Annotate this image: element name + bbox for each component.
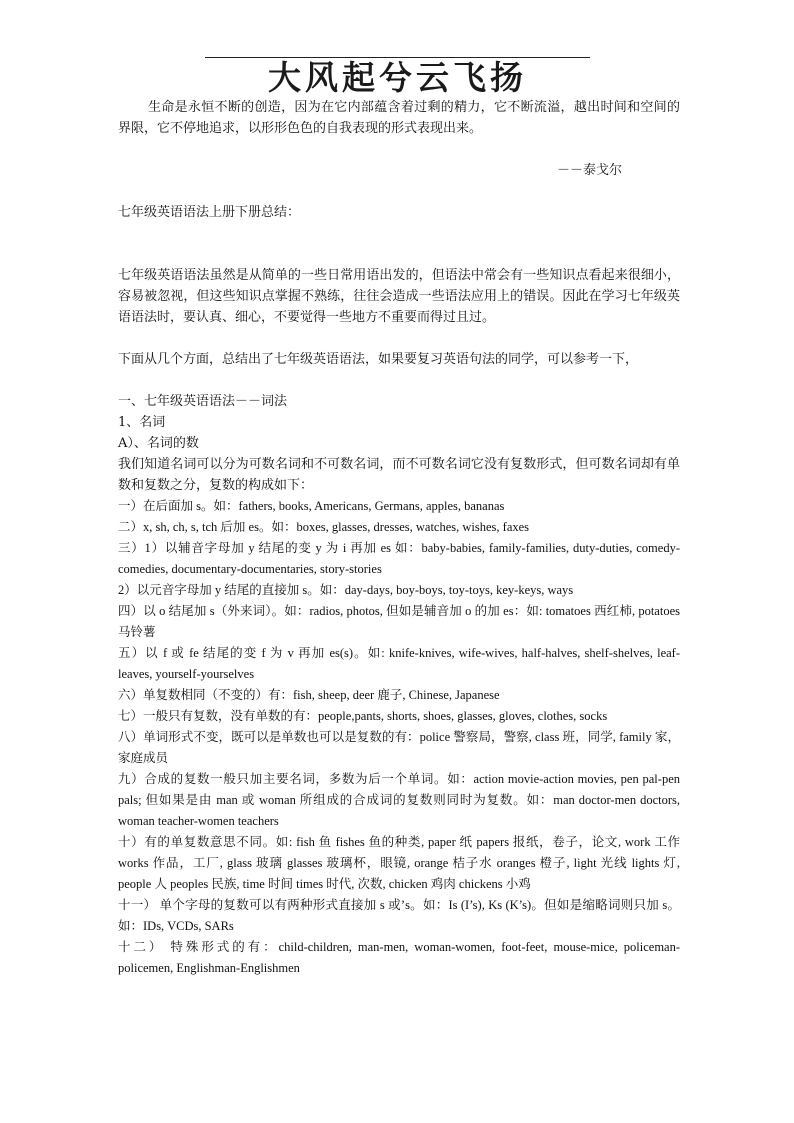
- quote-author: －－泰戈尔: [556, 163, 622, 178]
- document-body: [118, 97, 680, 979]
- text-line: 九）合成的复数一般只加主要名词，多数为后一个单词。如：action movie-action movies, pen pal-pen pals; 但如果是由 man 或 woman 所组成的合成词的复数则同时为复数。如：man doctor-men doctors, woman teacher-women teachers: [118, 772, 680, 828]
- text-line: 三）1）以辅音字母加 y 结尾的变 y 为 i 再加 es 如：baby-babies, family-families, duty-duties, comedy-comedies, documentary-documentaries, story-stories: [118, 541, 680, 576]
- text-line: 十）有的单复数意思不同。如: fish 鱼 fishes 鱼的种类, paper 纸 papers 报纸，卷子，论文, work 工作 works 作品，工厂, glass 玻璃 glasses 玻璃杯，眼镜, orange 桔子水 oranges 橙子, light 光线 lights 灯, people 人 peoples 民族, time 时间 times 时代, 次数, chicken 鸡肉 chickens 小鸡: [118, 835, 680, 891]
- text-line: 五）以 f 或 fe 结尾的变 f 为 v 再加 es(s)。如: knife-knives, wife-wives, half-halves, shelf-shelves, leaf-leaves, yourself-yourselves: [118, 646, 680, 681]
- text-line: 十一） 单个字母的复数可以有两种形式直接加 s 或’s。如：Is (I’s), Ks (K’s)。但如是缩略词则只加 s。如：IDs, VCDs, SARs: [118, 898, 680, 933]
- header-banner: 大风起兮云飞扬: [268, 58, 527, 97]
- text-line: 我们知道名词可以分为可数名词和不可数名词，而不可数名词它没有复数形式，但可数名词却有单数和复数之分，复数的构成如下：: [118, 457, 680, 493]
- text-line: 十二） 特殊形式的有：child-children, man-men, woman-women, foot-feet, mouse-mice, policeman-policemen, Englishman-Englishmen: [118, 940, 680, 975]
- text-line: 四）以 o 结尾加 s（外来词）。如：radios, photos, 但如是辅音加 o 的加 es：如: tomatoes 西红柿, potatoes 马铃薯: [118, 604, 680, 639]
- text-line: 二）x, sh, ch, s, tch 后加 es。如：boxes, glasses, dresses, watches, wishes, faxes: [118, 520, 530, 534]
- subsubsection-heading: A）、名词的数: [118, 436, 199, 451]
- doc-title: 七年级英语语法上册下册总结：: [118, 205, 301, 220]
- text-line: 六）单复数相同（不变的）有：fish, sheep, deer 鹿子, Chinese, Japanese: [118, 688, 500, 702]
- text-line: 八）单词形式不变，既可以是单数也可以是复数的有：police 警察局，警察, class 班，同学, family 家，家庭成员: [118, 730, 680, 765]
- text-line: 一）在后面加 s。如：fathers, books, Americans, Germans, apples, bananas: [118, 499, 505, 513]
- text-line: 七）一般只有复数，没有单数的有：people,pants, shorts, shoes, glasses, gloves, clothes, socks: [118, 709, 608, 723]
- intro-paragraph: 七年级英语语法虽然是从简单的一些日常用语出发的，但语法中常会有一些知识点看起来很细小，容易被忽视，但这些知识点掌握不熟练，往往会造成一些语法应用上的错误。因此在学习七年级英语语法时，要认真、细心，不要觉得一些地方不重要而得过且过。: [118, 268, 680, 325]
- subsection-heading: 1、名词: [118, 415, 166, 430]
- lead-paragraph: 下面从几个方面，总结出了七年级英语语法，如果要复习英语句法的同学，可以参考一下，: [118, 352, 639, 367]
- section-heading: 一、七年级英语语法－－词法: [118, 394, 288, 409]
- text-line: 2）以元音字母加 y 结尾的直接加 s。如：day-days, boy-boys, toy-toys, key-keys, ways: [118, 583, 574, 597]
- quote-text: 生命是永恒不断的创造，因为在它内部蕴含着过剩的精力，它不断流溢，越出时间和空间的界限，它不停地追求，以形形色色的自我表现的形式表现出来。: [118, 100, 680, 136]
